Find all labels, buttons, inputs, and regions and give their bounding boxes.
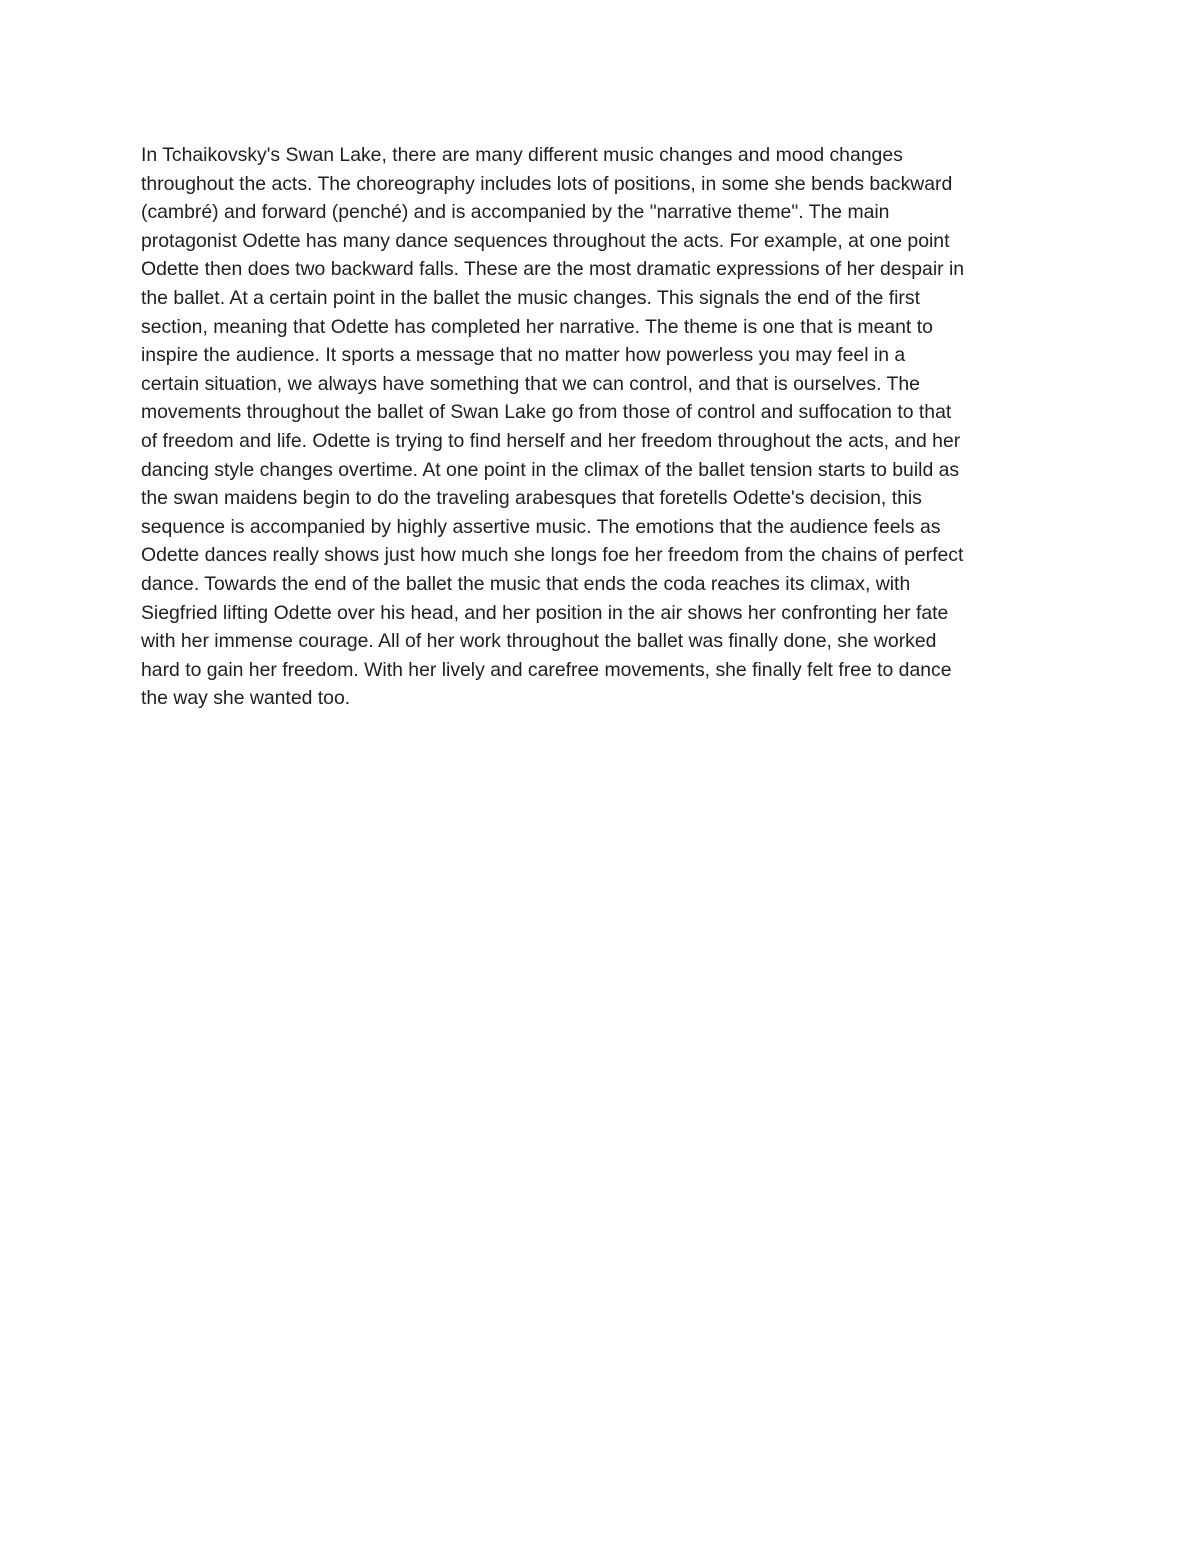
paragraph-line: movements throughout the ballet of Swan Lake go from those of control and suffocation to that [141, 401, 952, 424]
paragraph-line: the way she wanted too. [141, 687, 351, 710]
paragraph-line: certain situation, we always have something that we can control, and that is ourselves. The [141, 372, 920, 395]
body-paragraph [141, 141, 1071, 713]
paragraph-line: throughout the acts. The choreography includes lots of positions, in some she bends backward [141, 172, 953, 195]
paragraph-line: Odette then does two backward falls. These are the most dramatic expressions of her despair in [141, 258, 965, 281]
paragraph-line: hard to gain her freedom. With her lively and carefree movements, she finally felt free to dance [141, 658, 952, 681]
paragraph-line: with her immense courage. All of her work throughout the ballet was finally done, she worked [141, 630, 937, 653]
paragraph-line: section, meaning that Odette has completed her narrative. The theme is one that is meant to [141, 315, 933, 338]
paragraph-line: In Tchaikovsky's Swan Lake, there are many different music changes and mood changes [141, 144, 903, 166]
paragraph-line: dance. Towards the end of the ballet the music that ends the coda reaches its climax, with [141, 572, 911, 595]
paragraph-line: protagonist Odette has many dance sequences throughout the acts. For example, at one point [141, 229, 950, 252]
paragraph-line: the ballet. At a certain point in the ballet the music changes. This signals the end of the first [141, 286, 920, 309]
paragraph-line: inspire the audience. It sports a message that no matter how powerless you may feel in a [141, 344, 906, 367]
paragraph-line: (cambré) and forward (penché) and is accompanied by the "narrative theme". The main [141, 201, 890, 224]
paragraph-line: Odette dances really shows just how much she longs foe her freedom from the chains of perfect [141, 544, 964, 567]
paragraph-line: the swan maidens begin to do the traveling arabesques that foretells Odette's decision, this [141, 487, 922, 510]
paragraph-line: sequence is accompanied by highly assertive music. The emotions that the audience feels as [141, 515, 941, 538]
paragraph-line: dancing style changes overtime. At one point in the climax of the ballet tension starts to build as [141, 458, 960, 481]
paragraph-line: of freedom and life. Odette is trying to find herself and her freedom throughout the acts, and her [141, 429, 961, 452]
paragraph-line: Siegfried lifting Odette over his head, and her position in the air shows her confronting her fate [141, 601, 949, 624]
